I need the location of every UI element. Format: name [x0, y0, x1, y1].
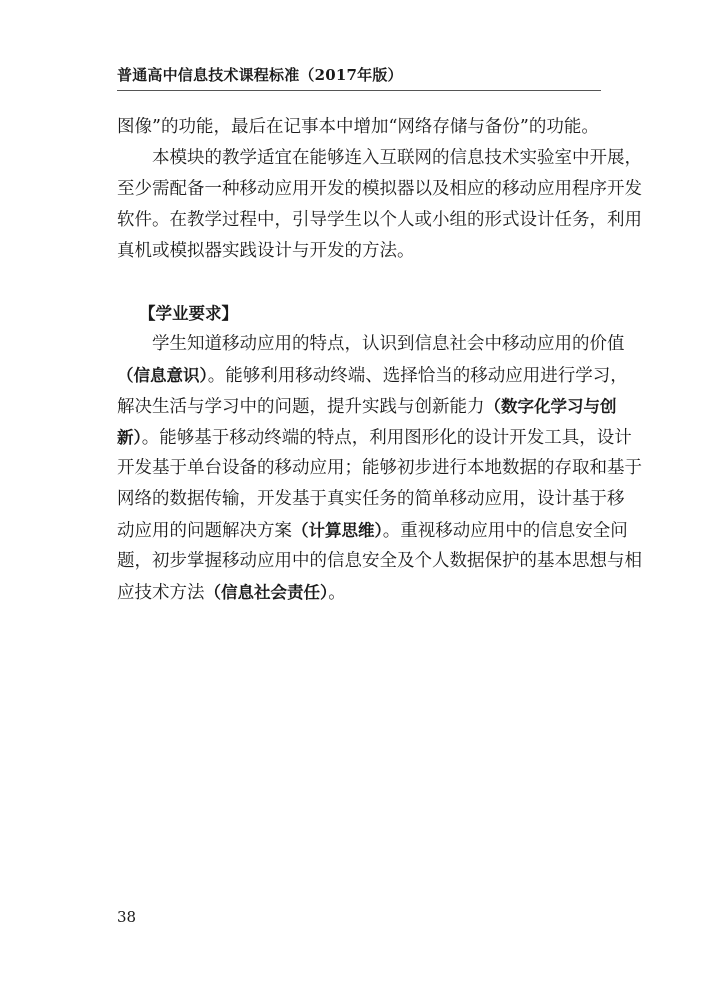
requirements-text: 。能够利用移动终端、选择恰当的移动应用进行学习， — [207, 366, 628, 386]
literacy-term: 新） — [117, 428, 142, 447]
requirements-line — [117, 577, 603, 608]
header-rule — [117, 90, 601, 91]
requirements-line: 开发基于单台设备的移动应用；能够初步进行本地数据的存取和基于 — [117, 458, 642, 478]
requirements-text: 。能够基于移动终端的特点，利用图形化的设计开发工具，设计 — [141, 428, 632, 448]
section-heading: 【学业要求】 — [139, 304, 238, 323]
requirements-line — [117, 360, 628, 391]
requirements-line: 网络的数据传输，开发基于真实任务的简单移动应用，设计基于移 — [117, 489, 625, 509]
section-spacer — [117, 267, 603, 298]
requirements-text: 应技术方法 — [117, 583, 205, 603]
page-body — [117, 112, 642, 608]
paragraph-continuation-line: 图像”的功能，最后在记事本中增加“网络存储与备份”的功能。 — [117, 117, 599, 137]
requirements-line — [117, 515, 628, 546]
paragraph-line: 软件。在教学过程中，引导学生以个人或小组的形式设计任务，利用 — [117, 210, 642, 230]
paragraph-line: 至少需配备一种移动应用开发的模拟器以及相应的移动应用程序开发 — [117, 179, 642, 199]
paragraph-line: 本模块的教学适宜在能够连入互联网的信息技术实验室中开展， — [152, 148, 642, 168]
requirements-line — [117, 422, 632, 453]
requirements-text: 。重视移动应用中的信息安全问 — [382, 521, 628, 541]
literacy-term: （信息社会责任） — [204, 583, 329, 602]
literacy-term: （计算思维） — [292, 521, 383, 540]
running-header: 普通高中信息技术课程标准（2017年版） — [117, 66, 403, 84]
requirements-line: 学生知道移动应用的特点，认识到信息社会中移动应用的价值 — [152, 334, 625, 354]
requirements-line — [117, 391, 617, 422]
literacy-term: （数字化学习与创 — [484, 397, 617, 416]
requirements-text: 动应用的问题解决方案 — [117, 521, 292, 541]
requirements-text: 解决生活与学习中的问题，提升实践与创新能力 — [117, 397, 485, 417]
requirements-text: 。 — [328, 583, 346, 603]
page-number: 38 — [117, 908, 137, 926]
literacy-term: （信息意识） — [117, 366, 208, 385]
paragraph-line: 真机或模拟器实践设计与开发的方法。 — [117, 241, 415, 261]
requirements-line: 题，初步掌握移动应用中的信息安全及个人数据保护的基本思想与相 — [117, 551, 642, 571]
